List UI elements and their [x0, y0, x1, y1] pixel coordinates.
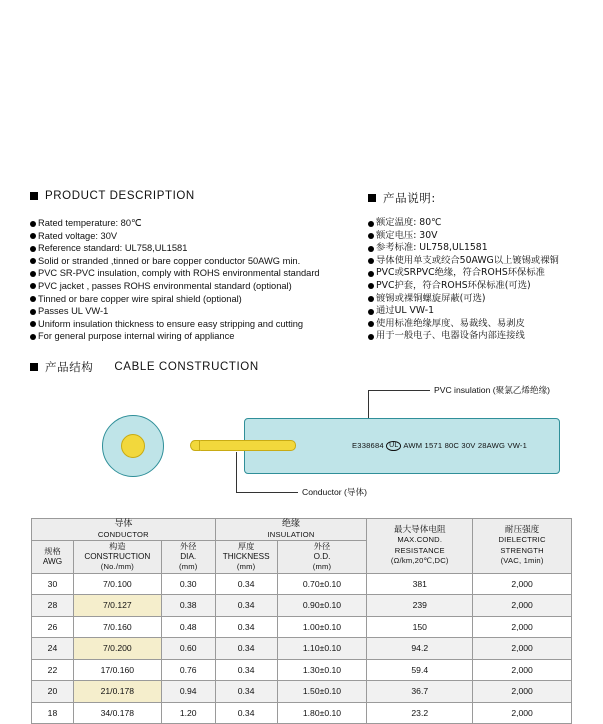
- table-head: [32, 519, 572, 574]
- group-header-resistance: 最大导体电阻 MAX.COND. RESISTANCE (Ω/km,20℃,DC): [367, 519, 473, 574]
- cell-awg: 18: [32, 702, 74, 724]
- cell-awg: 30: [32, 573, 74, 595]
- cell-resistance: 381: [367, 573, 473, 595]
- ul-file-number: E338684: [352, 441, 384, 450]
- header-dielectric-cn: 耐压强度: [504, 524, 540, 535]
- group-header-conductor-en: CONDUCTOR: [97, 529, 149, 539]
- list-item-label: 额定温度: 80℃: [376, 217, 442, 228]
- list-item-label: PVC或SRPVC绝缘，符合ROHS环保标准: [376, 267, 545, 279]
- cell-conductor-dia: 0.60: [161, 638, 215, 660]
- header-awg-en: AWG: [42, 556, 63, 566]
- table-group-header-row: [32, 519, 572, 541]
- cell-od: 1.80±0.10: [277, 702, 367, 724]
- list-item-label: 导体使用单支或绞合50AWG以上镀锡或裸铜: [376, 254, 559, 266]
- cross-section-conductor: [121, 434, 145, 458]
- header-thickness-cn: 厚度: [237, 541, 255, 551]
- cell-resistance: 59.4: [367, 659, 473, 681]
- table-row: [32, 595, 572, 617]
- table-row: [32, 659, 572, 681]
- cell-conductor-dia: 0.94: [161, 681, 215, 703]
- label-conductor: Conductor (导体): [302, 487, 367, 497]
- header-construction-en: CONSTRUCTION: [84, 551, 151, 561]
- cell-awg: 20: [32, 681, 74, 703]
- group-header-insulation-en: INSULATION: [267, 529, 315, 539]
- cell-construction: 7/0.160: [73, 616, 161, 638]
- list-item-label: PVC SR-PVC insulation, comply with ROHS environmental standard: [38, 268, 320, 279]
- cell-conductor-dia: 0.76: [161, 659, 215, 681]
- cell-resistance: 94.2: [367, 638, 473, 660]
- label-insulation: PVC insulation (聚氯乙烯绝缘): [434, 385, 551, 395]
- table-row: [32, 702, 572, 724]
- table-row: [32, 573, 572, 595]
- cell-awg: 22: [32, 659, 74, 681]
- cable-conductor-tip: [190, 440, 200, 451]
- cell-awg: 24: [32, 638, 74, 660]
- cell-conductor-dia: 0.30: [161, 573, 215, 595]
- cable-construction-heading-en: CABLE CONSTRUCTION: [114, 361, 259, 373]
- cell-od: 0.70±0.10: [277, 573, 367, 595]
- header-od: [277, 541, 367, 574]
- list-item-label: 额定电压: 30V: [376, 229, 438, 241]
- list-item-label: 通过UL VW-1: [376, 305, 434, 317]
- cable-print-rest: AWM 1571 80C 30V 28AWG VW-1: [403, 441, 528, 450]
- list-item-label: Tinned or bare copper wire spiral shield (optional): [38, 293, 242, 304]
- cell-construction: 7/0.127: [73, 595, 161, 617]
- cell-conductor-dia: 0.48: [161, 616, 215, 638]
- cell-od: 1.50±0.10: [277, 681, 367, 703]
- header-od-en: O.D.: [313, 551, 331, 561]
- cell-construction: 34/0.178: [73, 702, 161, 724]
- cell-od: 0.90±0.10: [277, 595, 367, 617]
- ul-logo-icon: UL: [386, 441, 401, 451]
- list-item-label: For general purpose internal wiring of appliance: [38, 331, 235, 342]
- cable-print-marking: [352, 441, 527, 452]
- header-resistance-cn: 最大导体电阻: [393, 524, 446, 535]
- list-item-label: Solid or stranded ,tinned or bare copper conductor 50AWG min.: [38, 255, 301, 266]
- leader-line-conductor-vertical: [236, 452, 237, 492]
- cell-thickness: 0.34: [215, 573, 277, 595]
- cell-od: 1.10±0.10: [277, 638, 367, 660]
- header-conductor-dia-cn: 外径: [180, 541, 197, 551]
- cell-thickness: 0.34: [215, 659, 277, 681]
- cell-dielectric: 2,000: [473, 702, 572, 724]
- cell-construction: 7/0.100: [73, 573, 161, 595]
- header-construction-unit: (No./mm): [100, 562, 134, 571]
- table-row: [32, 638, 572, 660]
- group-header-conductor: [32, 519, 216, 541]
- cell-dielectric: 2,000: [473, 595, 572, 617]
- cell-thickness: 0.34: [215, 616, 277, 638]
- cell-resistance: 150: [367, 616, 473, 638]
- cell-thickness: 0.34: [215, 595, 277, 617]
- cell-dielectric: 2,000: [473, 659, 572, 681]
- cell-construction: 17/0.160: [73, 659, 161, 681]
- list-item-label: Uniform insulation thickness to ensure easy stripping and cutting: [38, 318, 304, 329]
- list-item-label: PVC护套，符合ROHS环保标准(可选): [376, 279, 531, 291]
- header-construction-cn: 构造: [109, 541, 126, 551]
- product-description-heading-cn-label: 产品说明:: [383, 191, 436, 205]
- cell-dielectric: 2,000: [473, 681, 572, 703]
- cell-thickness: 0.34: [215, 638, 277, 660]
- header-construction: [73, 541, 161, 574]
- list-item-label: Reference standard: UL758,UL1581: [38, 243, 188, 254]
- cell-thickness: 0.34: [215, 702, 277, 724]
- cell-awg: 26: [32, 616, 74, 638]
- cable-conductor: [196, 440, 296, 451]
- header-thickness: [215, 541, 277, 574]
- cell-conductor-dia: 0.38: [161, 595, 215, 617]
- cell-dielectric: 2,000: [473, 616, 572, 638]
- header-awg: [32, 541, 74, 574]
- header-conductor-dia-unit: (mm): [178, 562, 198, 571]
- leader-line-insulation-horizontal: [368, 390, 430, 391]
- header-od-cn: 外径: [313, 541, 331, 551]
- cell-resistance: 36.7: [367, 681, 473, 703]
- group-header-insulation: [215, 519, 367, 541]
- cable-construction-heading-cn: 产品结构: [45, 360, 94, 374]
- table-body: [32, 573, 572, 724]
- cell-resistance: 23.2: [367, 702, 473, 724]
- list-item-label: 镀锡或裸铜螺旋屏蔽(可选): [376, 292, 486, 304]
- table-row: [32, 681, 572, 703]
- header-thickness-en: THICKNESS: [222, 551, 270, 561]
- product-description-heading-en-label: PRODUCT DESCRIPTION: [45, 190, 195, 202]
- header-resistance-unit: (Ω/km,20℃,DC): [390, 556, 449, 566]
- cell-thickness: 0.34: [215, 681, 277, 703]
- cell-construction: 21/0.178: [73, 681, 161, 703]
- header-od-unit: (mm): [312, 562, 332, 571]
- cell-dielectric: 2,000: [473, 573, 572, 595]
- leader-line-insulation-vertical: [368, 390, 369, 418]
- header-conductor-dia: [161, 541, 215, 574]
- list-item-label: 用于一般电子、电器设备内部连接线: [376, 330, 525, 342]
- list-item-label: Passes UL VW-1: [38, 306, 109, 317]
- group-header-insulation-cn: 绝缘: [282, 519, 301, 529]
- cell-construction: 7/0.200: [73, 638, 161, 660]
- specification-table: [31, 518, 572, 724]
- list-item-label: PVC jacket , passes ROHS environmental standard (optional): [38, 280, 292, 291]
- list-item-label: 使用标准绝缘厚度、易裁线、易剥皮: [376, 317, 525, 329]
- cell-resistance: 239: [367, 595, 473, 617]
- table-row: [32, 616, 572, 638]
- group-header-conductor-cn: 导体: [114, 519, 133, 529]
- leader-line-conductor-horizontal: [236, 492, 298, 493]
- cell-od: 1.30±0.10: [277, 659, 367, 681]
- list-item-label: Rated voltage: 30V: [38, 230, 118, 241]
- header-conductor-dia-en: DIA.: [180, 551, 197, 561]
- list-item-label: Rated temperature: 80℃: [38, 218, 142, 228]
- header-awg-cn: 规格: [44, 546, 61, 557]
- cell-awg: 28: [32, 595, 74, 617]
- cell-od: 1.00±0.10: [277, 616, 367, 638]
- header-thickness-unit: (mm): [236, 562, 256, 571]
- list-item-label: 参考标准: UL758,UL1581: [376, 242, 488, 254]
- group-header-dielectric: 耐压强度 DIELECTRIC STRENGTH (VAC, 1min): [473, 519, 572, 574]
- cell-dielectric: 2,000: [473, 638, 572, 660]
- header-dielectric-unit: (VAC, 1min): [500, 556, 544, 566]
- cell-conductor-dia: 1.20: [161, 702, 215, 724]
